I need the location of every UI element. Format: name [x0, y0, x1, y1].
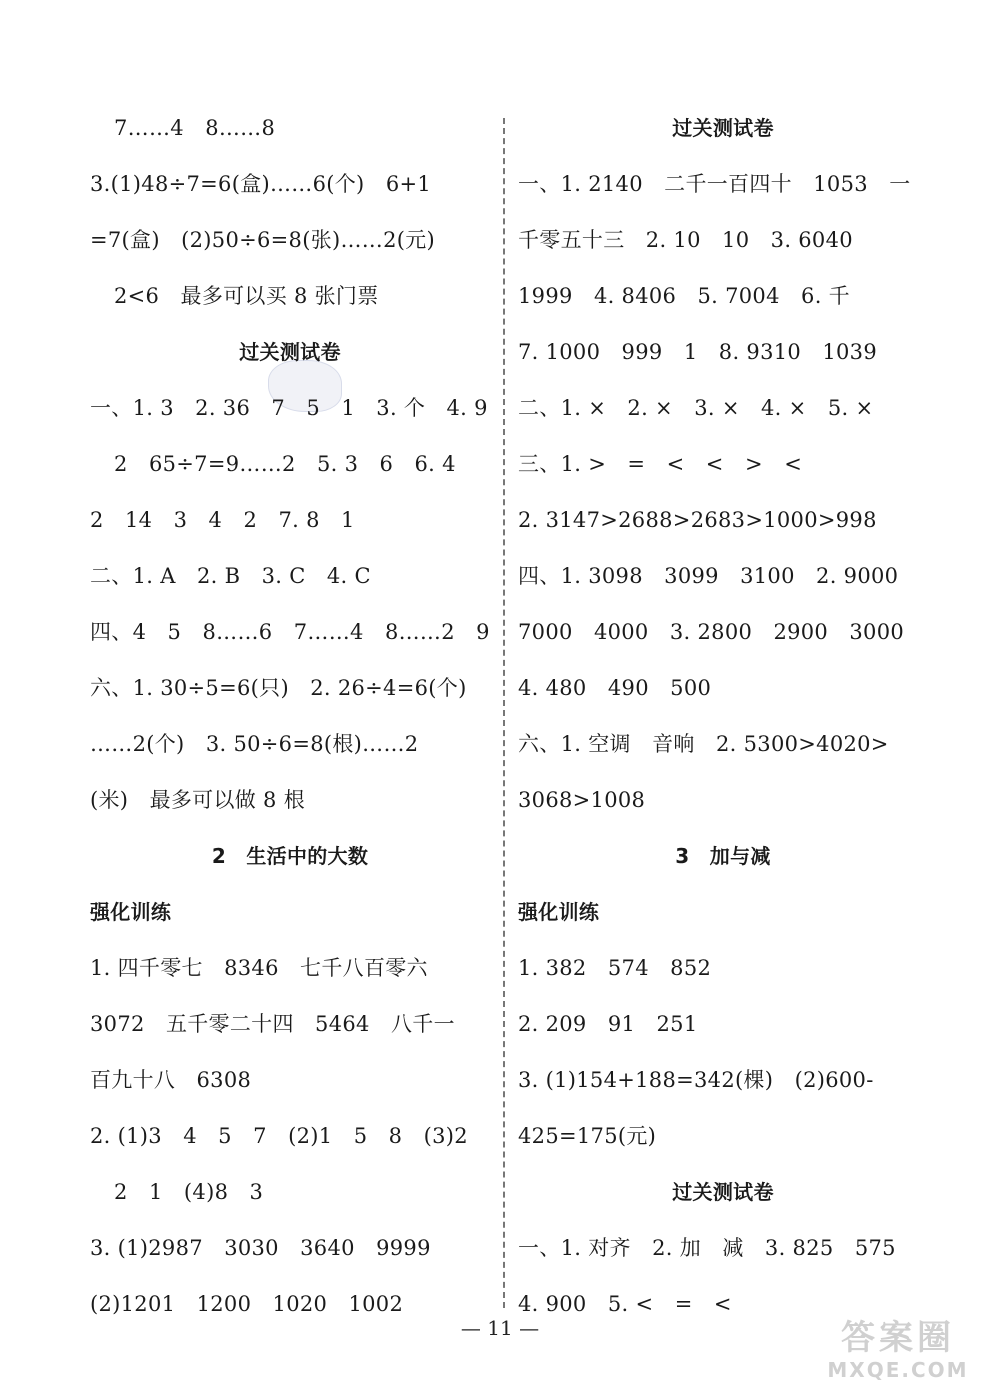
- answer-line: (2)1201 1200 1020 1002: [90, 1292, 404, 1316]
- answer-line: 2 1 (4)8 3: [114, 1180, 264, 1204]
- answer-line: 三、1. > = < < > <: [518, 452, 803, 476]
- column-divider: [503, 118, 505, 1308]
- answer-line: 7000 4000 3. 2800 2900 3000: [518, 620, 905, 644]
- section-heading: 2 生活中的大数: [211, 844, 369, 868]
- answer-line: 四、1. 3098 3099 3100 2. 9000: [518, 564, 899, 588]
- answer-line: 3072 五千零二十四 5464 八千一: [90, 1012, 455, 1036]
- watermark-line2: MXQE.COM: [827, 1358, 969, 1382]
- section-heading: 过关测试卷: [672, 116, 774, 140]
- page-number: — 11 —: [460, 1316, 540, 1340]
- answer-line: 1. 382 574 852: [518, 956, 712, 980]
- answer-line: 二、1. × 2. × 3. × 4. × 5. ×: [518, 396, 874, 420]
- answer-line: 2 65÷7=9……2 5. 3 6 6. 4: [114, 452, 456, 476]
- answer-line: 2 14 3 4 2 7. 8 1: [90, 508, 355, 532]
- section-heading: 3 加与减: [675, 844, 771, 868]
- answer-line: 六、1. 空调 音响 2. 5300>4020>: [518, 732, 889, 756]
- answer-line: 2<6 最多可以买 8 张门票: [114, 284, 379, 308]
- answer-line: 4. 900 5. < = <: [518, 1292, 732, 1316]
- answer-line: 一、1. 3 2. 36 7 5 1 3. 个 4. 9: [90, 396, 488, 420]
- answer-line: 百九十八 6308: [90, 1068, 252, 1092]
- subsection-heading: 强化训练: [90, 900, 172, 924]
- answer-line: 四、4 5 8……6 7……4 8……2 9: [90, 620, 490, 644]
- answer-line: 二、1. A 2. B 3. C 4. C: [90, 564, 371, 588]
- section-heading: 过关测试卷: [672, 1180, 774, 1204]
- answer-line: 3.(1)48÷7=6(盒)……6(个) 6+1: [90, 172, 432, 196]
- answer-line: 2. 3147>2688>2683>1000>998: [518, 508, 877, 532]
- answer-line: 2. 209 91 251: [518, 1012, 698, 1036]
- answer-line: 425=175(元): [518, 1124, 657, 1148]
- left-column: [90, 100, 490, 1332]
- answer-line: 7. 1000 999 1 8. 9310 1039: [518, 340, 877, 364]
- right-column: [518, 100, 928, 1332]
- answer-line: =7(盒) (2)50÷6=8(张)……2(元): [90, 228, 436, 252]
- answer-line: 2. (1)3 4 5 7 (2)1 5 8 (3)2: [90, 1124, 468, 1148]
- answer-line: 一、1. 对齐 2. 加 减 3. 825 575: [518, 1236, 896, 1260]
- answer-line: 六、1. 30÷5=6(只) 2. 26÷4=6(个): [90, 676, 467, 700]
- answer-line: 7……4 8……8: [114, 116, 276, 140]
- answer-line: 3068>1008: [518, 788, 646, 812]
- subsection-heading: 强化训练: [518, 900, 600, 924]
- answer-line: 4. 480 490 500: [518, 676, 712, 700]
- answer-line: 千零五十三 2. 10 10 3. 6040: [518, 228, 853, 252]
- watermark-logo: [808, 1318, 988, 1390]
- answer-line: 3. (1)154+188=342(棵) (2)600-: [518, 1068, 874, 1092]
- answer-line: 1999 4. 8406 5. 7004 6. 千: [518, 284, 850, 308]
- answer-line: ……2(个) 3. 50÷6=8(根)……2: [90, 732, 419, 756]
- answer-line: (米) 最多可以做 8 根: [90, 788, 305, 812]
- answer-line: 3. (1)2987 3030 3640 9999: [90, 1236, 431, 1260]
- answer-line: 一、1. 2140 二千一百四十 1053 一: [518, 172, 911, 196]
- section-heading: 过关测试卷: [239, 340, 341, 364]
- watermark-line1: 答案圈: [841, 1318, 955, 1358]
- answer-line: 1. 四千零七 8346 七千八百零六: [90, 956, 428, 980]
